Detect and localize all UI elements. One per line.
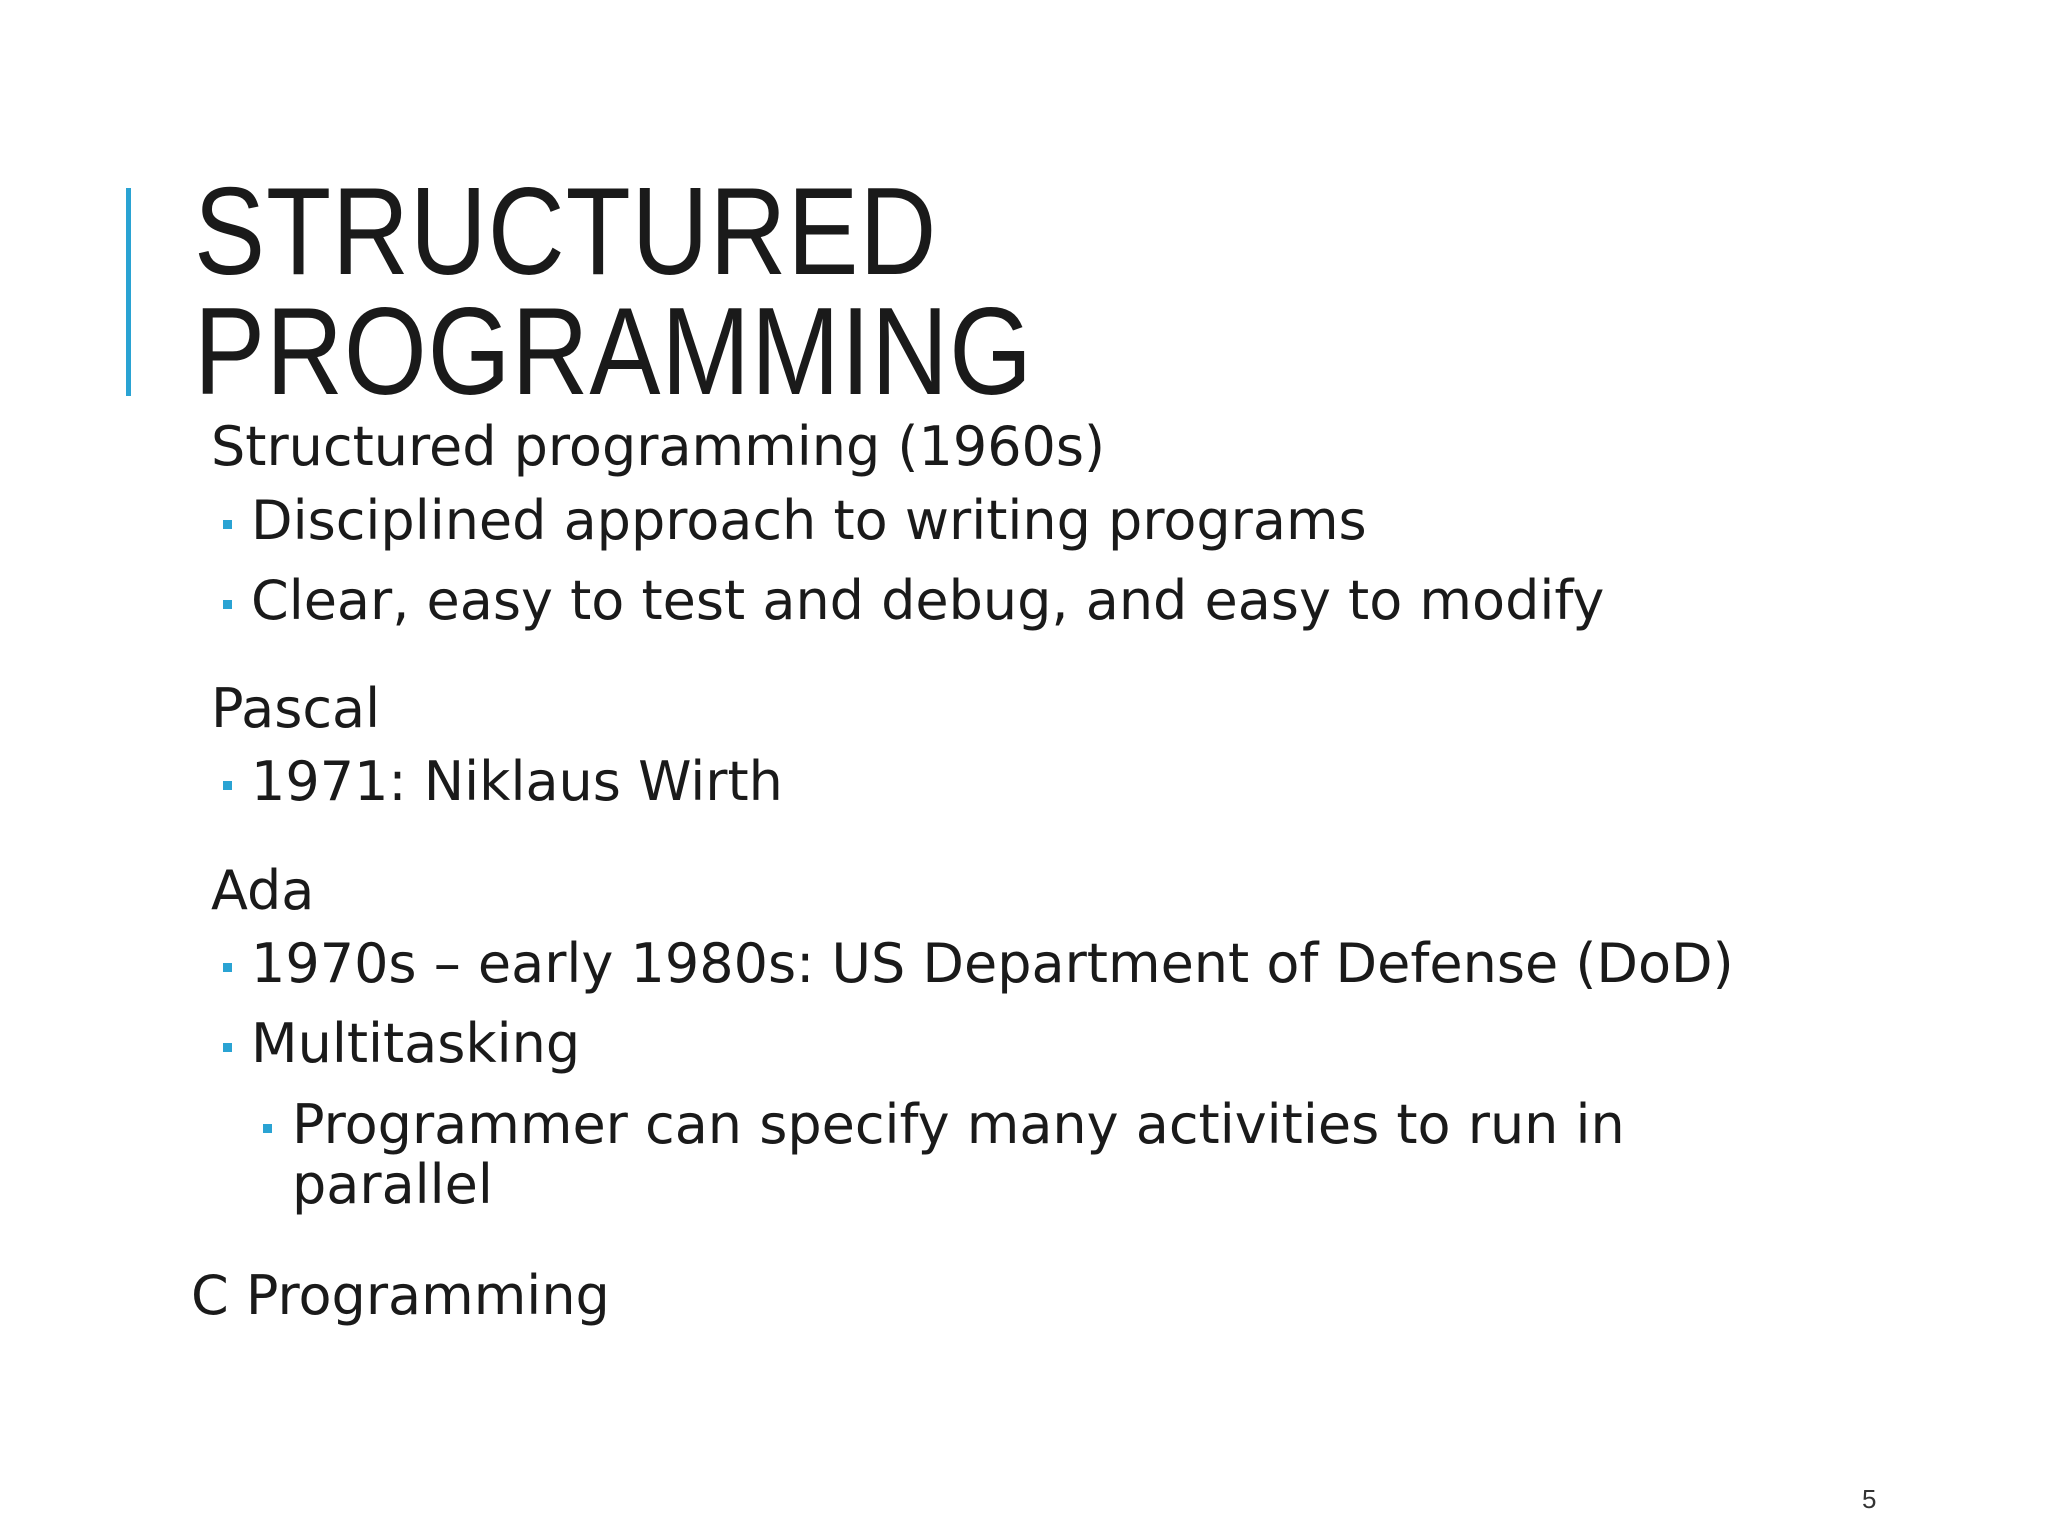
slide-title-line-1: STRUCTURED — [194, 163, 938, 301]
section-heading-structured-programming: Structured programming (1960s) — [211, 415, 1106, 478]
bullet-text: 1971: Niklaus Wirth — [251, 750, 783, 813]
sub-bullet-text-line-1: Programmer can specify many activities to run in — [292, 1093, 1625, 1156]
bullet-text: 1970s – early 1980s: US Department of Defense (DoD) — [251, 932, 1734, 995]
bullet-text: Disciplined approach to writing programs — [251, 489, 1367, 552]
bullet-square-icon — [223, 781, 232, 790]
sub-bullet-text-line-2: parallel — [292, 1153, 493, 1216]
title-accent-bar — [126, 188, 131, 396]
bullet-text: Clear, easy to test and debug, and easy to modify — [251, 569, 1605, 632]
bullet-square-icon — [223, 520, 232, 529]
bullet-square-icon — [223, 1043, 232, 1052]
bullet-square-icon — [223, 600, 232, 609]
bullet-text: Multitasking — [251, 1012, 581, 1075]
section-heading-c-programming: C Programming — [191, 1264, 610, 1327]
slide-title-line-2: PROGRAMMING — [194, 283, 1033, 421]
page-number: 5 — [1862, 1484, 1877, 1514]
section-heading-ada: Ada — [211, 859, 315, 922]
slide-title — [194, 163, 1033, 421]
bullet-square-icon — [223, 963, 232, 972]
section-heading-pascal: Pascal — [211, 677, 381, 740]
sub-bullet-square-icon — [263, 1124, 272, 1133]
